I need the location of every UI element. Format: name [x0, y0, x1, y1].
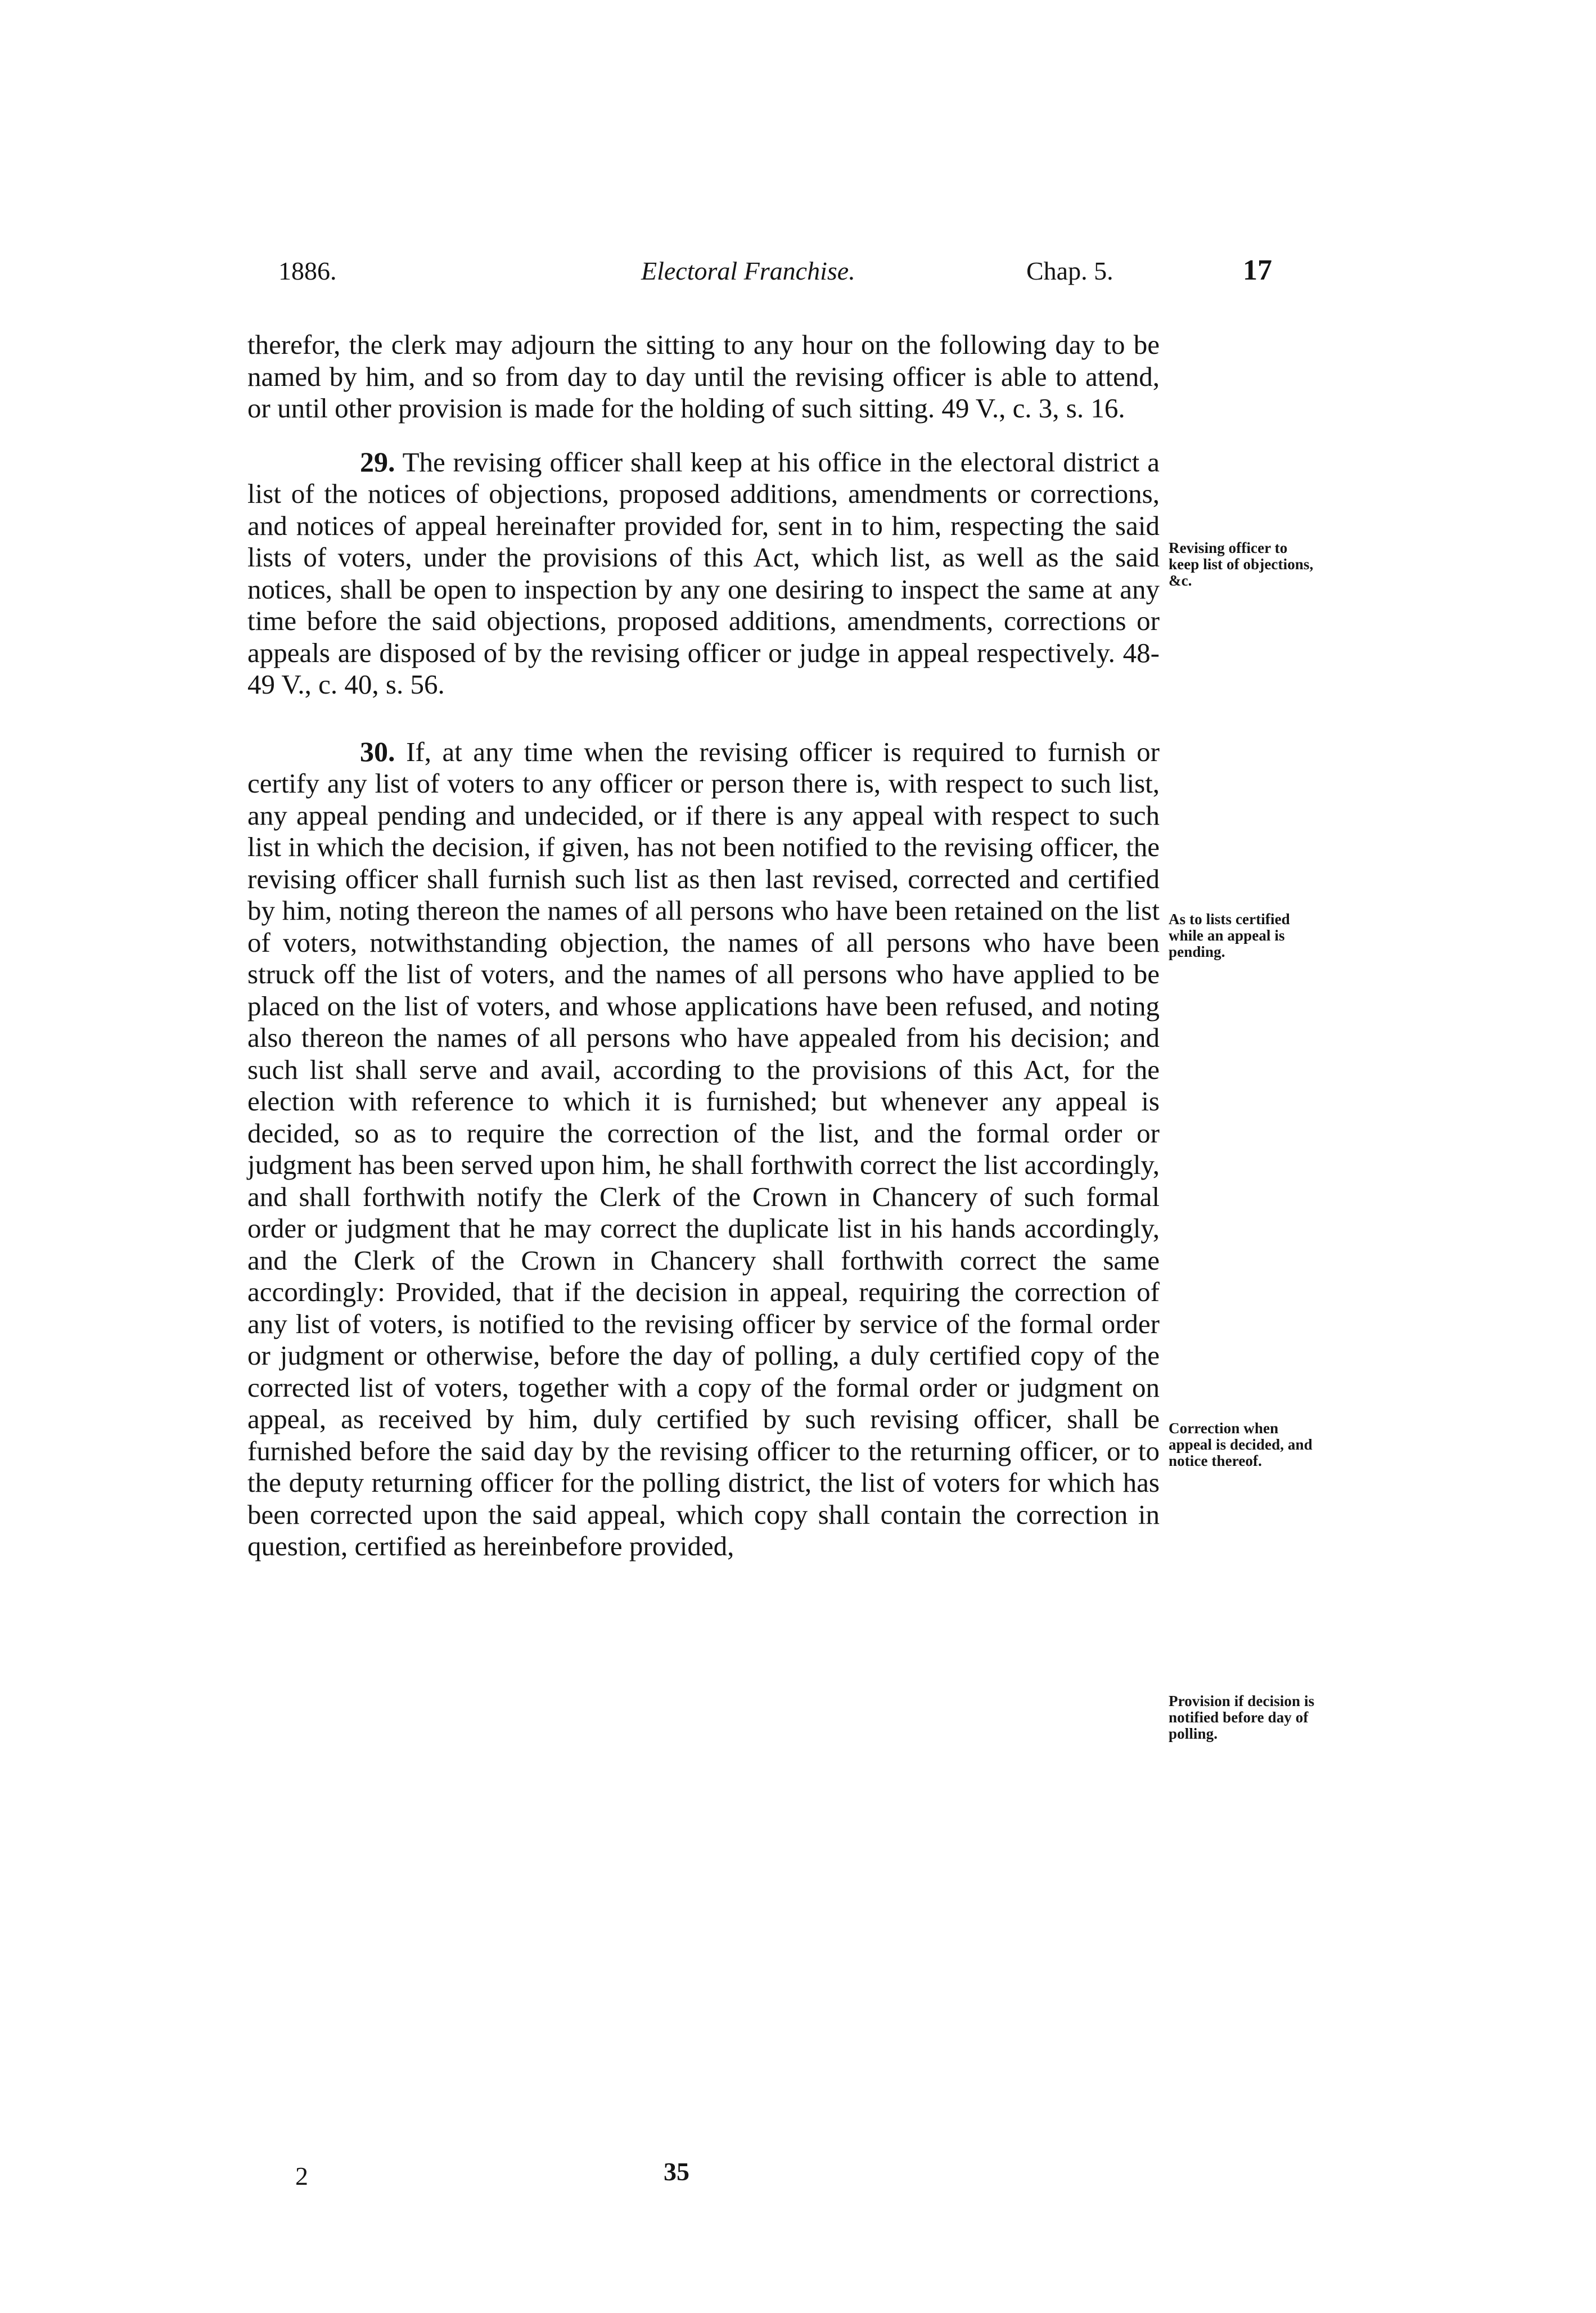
header-title: Electoral Franchise. — [641, 256, 855, 285]
margin-note-lists-pending: As to lists certified while an appeal is pending. — [1169, 911, 1290, 960]
body-text — [247, 329, 1160, 1563]
section-30-number: 30. — [360, 735, 395, 767]
folio-number: 35 — [664, 2157, 689, 2186]
margin-note-revising: Revising officer to keep list of objections, &c. — [1169, 539, 1314, 589]
margin-note-correction: Correction when appeal is decided, and notice thereof. — [1169, 1420, 1313, 1469]
running-header — [278, 256, 1308, 301]
section-30 — [247, 736, 1160, 1563]
section-30-text: If, at any time when the revising officer is required to furnish or certify any list of voters to any officer or person there is, with respect to such list, any appeal pending and undecided, or if there is any appeal with respect to such list in which the decision, if given, has not been notified to the revising officer, the revising officer shall furnish such list as then last revised, corrected and certified by him, noting thereon the names of all persons who have been retained on the list of voters, notwithstanding objection, the names of all persons who have been struck off the list of voters, and the names of all persons who have applied to be placed on the list of voters, and whose applications have been refused, and noting also thereon the names of all persons who have appealed from his decision; and such list shall serve and avail, according to the provisions of this Act, for the election with reference to which it is furnished; but whenever any appeal is decided, so as to require the correction of the list, and the formal order or judgment has been served upon him, he shall forthwith correct the list accordingly, and shall forthwith notify the Clerk of the Crown in Chancery of such formal order or judgment that he may correct the duplicate list in his hands accordingly, and the Clerk of the Crown in Chancery shall forthwith correct the same accordingly: Provided, that if the decision in appeal, requiring the correction of any list of voters, is notified to the revising officer by service of the formal order or judgment or otherwise, before the day of polling, a duly certified copy of the corrected list of voters, together with a copy of the formal order or judgment on appeal, as received by him, duly certified by such revising officer, shall be furnished before the said day by the revising officer to the returning officer, or to the deputy returning officer for the polling district, the list of voters for which has been corrected upon the said appeal, which copy shall contain the correction in question, certified as hereinbefore provided, — [247, 736, 1160, 1562]
header-chapter: Chap. 5. — [1026, 256, 1113, 285]
section-29-number: 29. — [360, 446, 395, 478]
page-footer — [0, 2157, 1596, 2195]
section-29 — [247, 446, 1160, 701]
header-year: 1886. — [278, 256, 337, 285]
paragraph-continuation: therefor, the clerk may adjourn the sitting to any hour on the following day to be named by him, and so from day to day until the revising officer is able to attend, or until other provision is made for the holding of such sitting. 49 V., c. 3, s. 16. — [247, 329, 1160, 424]
page-number: 17 — [1243, 254, 1272, 286]
signature-mark: 2 — [295, 2162, 308, 2190]
section-29-text: The revising officer shall keep at his office in the electoral district a list of the notices of objections, proposed additions, amendments or corrections, and notices of appeal hereinafter provided for, sent in to him, respecting the said lists of voters, under the provisions of this Act, which list, as well as the said notices, shall be open to inspection by any one desiring to inspect the same at any time before the said objections, proposed additions, amendments, corrections or appeals are disposed of by the revising officer or judge in appeal respectively. 48-49 V., c. 40, s. 56. — [247, 446, 1160, 700]
margin-note-provision: Provision if decision is notified before day of polling. — [1169, 1693, 1315, 1742]
